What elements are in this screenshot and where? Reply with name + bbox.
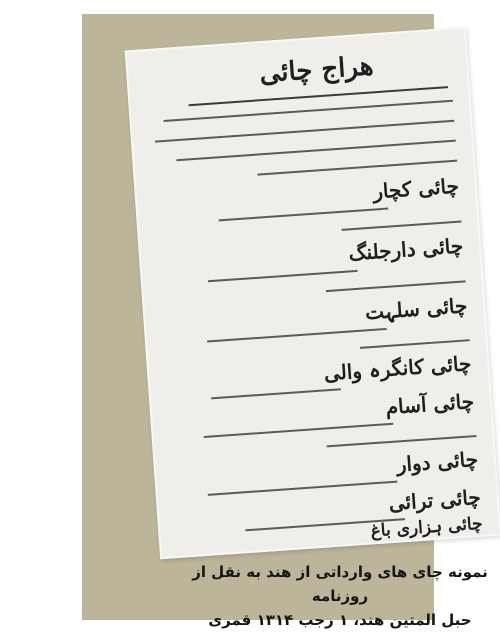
text-line [327, 435, 477, 447]
caption-line-2: حبل المتین هند، ۱ رجب ۱۳۱۴ قمری [208, 611, 472, 629]
photo-frame [82, 14, 488, 629]
text-line [155, 120, 454, 143]
text-line [207, 328, 387, 343]
text-line [208, 481, 398, 496]
text-line [211, 388, 341, 399]
text-line [360, 339, 470, 349]
text-line [326, 280, 466, 292]
text-line [258, 160, 458, 176]
newspaper-clipping [125, 27, 500, 560]
text-line [176, 140, 455, 162]
entry-cachar: چائی کچار [372, 173, 460, 204]
text-line [208, 270, 358, 282]
entry-dooars: چائی دوار [395, 446, 479, 477]
text-line [342, 220, 462, 230]
entry-assam: چائی آسام [384, 389, 475, 420]
entry-darjeeling: چائی دارجلنگ [347, 233, 464, 266]
clipping-heading: هراج چائی [258, 51, 375, 90]
text-line [219, 208, 389, 222]
caption [164, 560, 500, 632]
entry-hazaribagh: چائی ہزاری باغ [370, 513, 484, 542]
text-line [204, 423, 394, 438]
entry-sylhet: چائی سلہت [364, 293, 469, 325]
entry-kangra: چائی کانگرہ والی [323, 351, 473, 386]
caption-line-1: نمونه چای های وارداتی از هند به نقل از روزنامه [192, 563, 488, 605]
entry-terai: چائی ترائی [387, 484, 482, 516]
